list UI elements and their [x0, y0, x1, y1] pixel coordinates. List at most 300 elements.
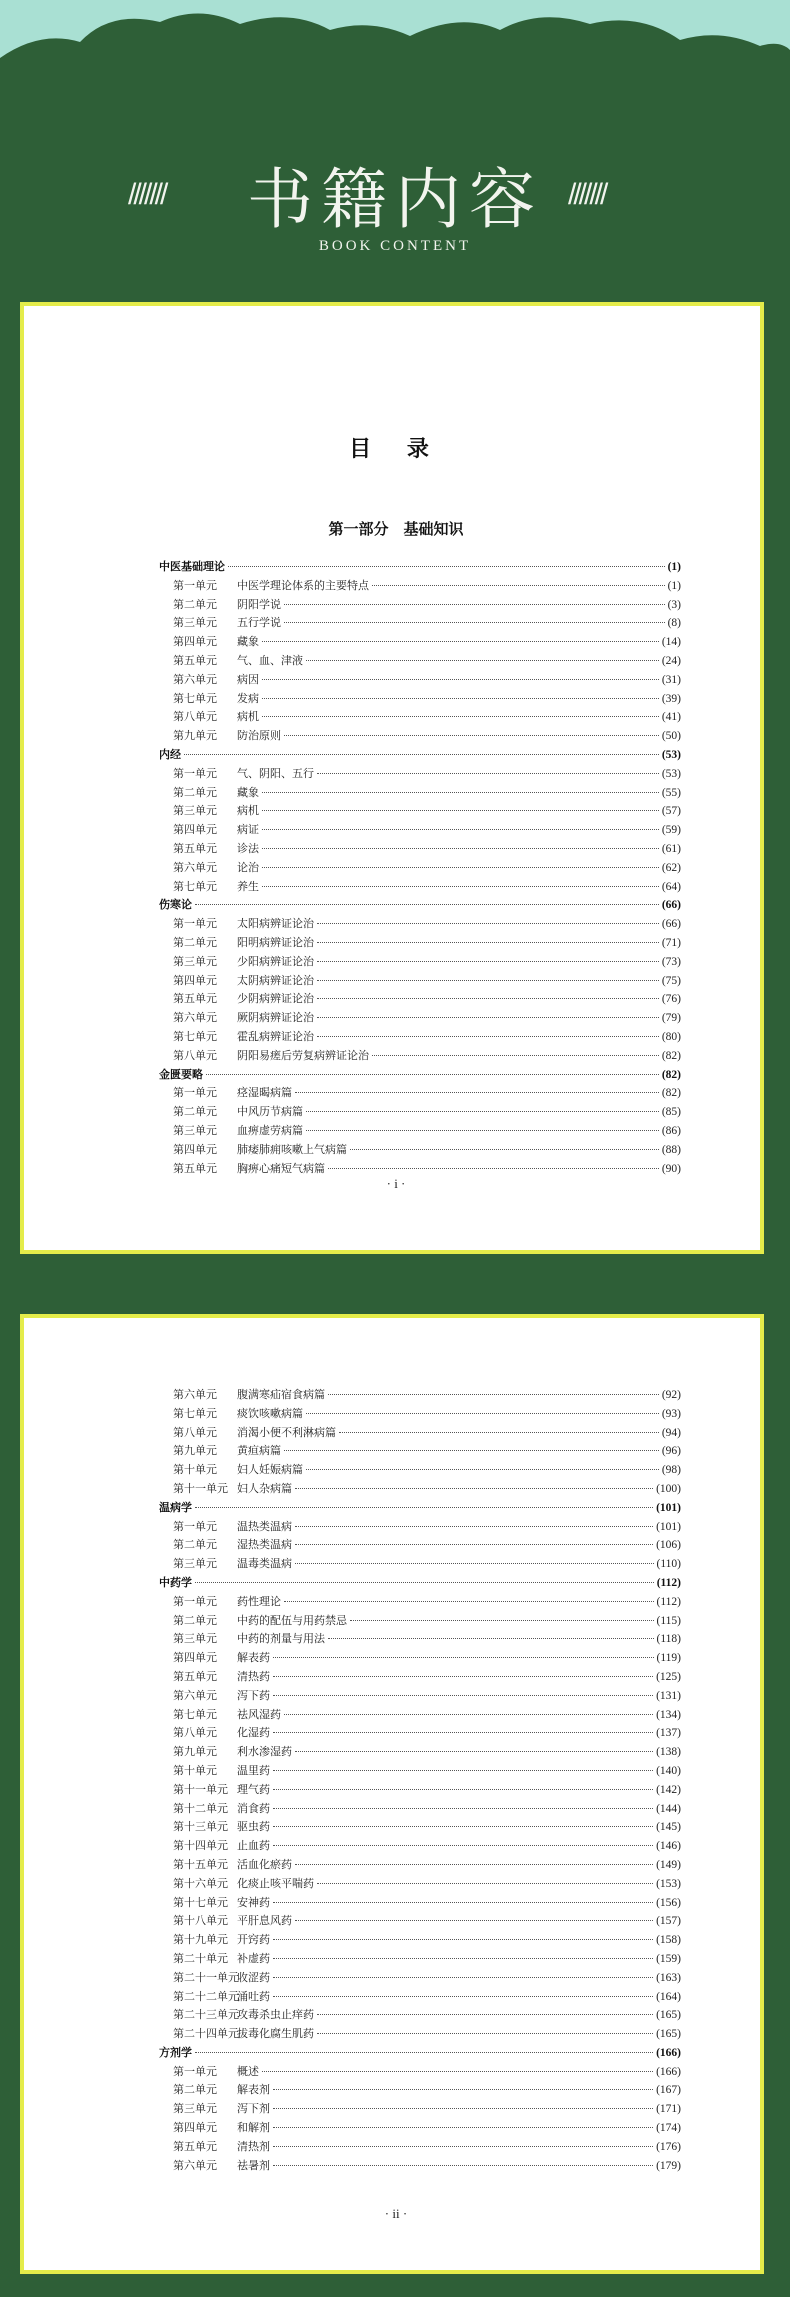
toc-page-ref: (90) — [661, 1162, 681, 1175]
toc-unit-label: 第三单元 — [173, 1557, 217, 1571]
toc-entry-title: 温毒类温病 — [237, 1557, 292, 1571]
toc-entry — [159, 1555, 681, 1574]
toc-unit-label: 第六单元 — [173, 1011, 217, 1025]
toc-page-ref: (137) — [656, 1727, 681, 1740]
toc-page-ref: (41) — [661, 711, 681, 724]
dot-leader — [317, 942, 659, 943]
toc-entry-title: 药性理论 — [237, 1594, 281, 1608]
toc-page-ref: (86) — [661, 1124, 681, 1137]
toc-entry — [159, 1988, 681, 2007]
toc-entry — [159, 784, 681, 803]
toc-unit-label: 第十三单元 — [173, 1820, 228, 1834]
toc-entry — [159, 1818, 681, 1837]
toc-page-ref: (82) — [661, 1068, 681, 1081]
toc-page-ref: (71) — [661, 936, 681, 949]
toc-entry-title: 血痹虚劳病篇 — [237, 1123, 303, 1137]
toc-unit-label: 第八单元 — [173, 1425, 217, 1439]
dot-leader — [317, 980, 659, 981]
toc-entry — [159, 934, 681, 953]
header — [0, 150, 790, 270]
toc-entry — [159, 1781, 681, 1800]
toc-page-ref: (144) — [656, 1802, 681, 1815]
dot-leader — [328, 1638, 654, 1639]
dot-leader — [317, 773, 659, 774]
toc-page-ref: (134) — [656, 1708, 681, 1721]
dot-leader — [262, 679, 659, 680]
toc-unit-label: 第十七单元 — [173, 1895, 228, 1909]
toc-entry — [159, 1856, 681, 1875]
dot-leader — [273, 1695, 653, 1696]
toc-entry — [159, 1122, 681, 1141]
toc-page-ref: (101) — [656, 1501, 681, 1514]
toc-page-ref: (164) — [656, 1990, 681, 2003]
toc-entry — [159, 1593, 681, 1612]
toc-entry — [159, 915, 681, 934]
toc-entry-title: 中医学理论体系的主要特点 — [237, 578, 369, 592]
dot-leader — [273, 1977, 653, 1978]
toc-unit-label: 第二十单元 — [173, 1951, 228, 1965]
toc-unit-label: 第七单元 — [173, 1029, 217, 1043]
toc-unit-label: 第五单元 — [173, 1669, 217, 1683]
toc-page-ref: (101) — [656, 1520, 681, 1533]
toc-page-ref: (93) — [661, 1407, 681, 1420]
dot-leader — [273, 1939, 653, 1940]
toc-unit-label: 第二十一单元 — [173, 1970, 239, 1984]
toc-entry-title: 止血药 — [237, 1839, 270, 1853]
toc-entry — [159, 2100, 681, 2119]
toc-entry — [159, 1875, 681, 1894]
toc-page-ref: (53) — [661, 767, 681, 780]
toc-entry — [159, 1969, 681, 1988]
toc-entry-title: 和解剂 — [237, 2121, 270, 2135]
toc-unit-label: 第七单元 — [173, 1707, 217, 1721]
toc-page-ref: (57) — [661, 805, 681, 818]
toc-entry-title: 腹满寒疝宿食病篇 — [237, 1388, 325, 1401]
toc-unit-label: 第八单元 — [173, 1726, 217, 1740]
toc-entry-title: 发病 — [237, 691, 259, 705]
toc-entry-title: 阴阳易瘥后劳复病辨证论治 — [237, 1048, 369, 1062]
toc-unit-label: 第六单元 — [173, 860, 217, 874]
toc-page-ref: (82) — [661, 1049, 681, 1062]
toc-entry-title: 中药的配伍与用药禁忌 — [237, 1613, 347, 1627]
dot-leader — [328, 1168, 659, 1169]
toc-unit-label: 第四单元 — [173, 1142, 217, 1156]
toc-entry — [159, 1536, 681, 1555]
toc-unit-label: 第四单元 — [173, 2121, 217, 2135]
toc-page-ref: (66) — [661, 918, 681, 931]
toc-entry-title: 化痰止咳平喘药 — [237, 1876, 314, 1890]
toc-page-1 — [20, 302, 764, 1254]
toc-unit-label: 第四单元 — [173, 823, 217, 837]
dot-leader — [284, 1714, 653, 1715]
dot-leader — [228, 566, 665, 567]
toc-title: 目 录 — [349, 436, 443, 462]
dot-leader — [317, 998, 659, 999]
toc-entry — [159, 765, 681, 784]
toc-entry — [159, 1724, 681, 1743]
toc-unit-label: 第六单元 — [173, 1388, 217, 1401]
dot-leader — [273, 2165, 653, 2166]
toc-unit-label: 第三单元 — [173, 1123, 217, 1137]
toc-entry — [159, 1461, 681, 1480]
toc-section-heading — [159, 1574, 681, 1593]
toc-page-ref: (3) — [667, 598, 681, 611]
page-number: · ii · — [384, 2206, 408, 2221]
toc-unit-label: 第七单元 — [173, 1406, 217, 1420]
toc-section-heading — [159, 1066, 681, 1085]
toc-unit-label: 第三单元 — [173, 616, 217, 630]
toc-entry-title: 平肝息风药 — [237, 1914, 292, 1928]
toc-page-ref: (1) — [667, 579, 681, 592]
toc-entry-title: 病证 — [237, 823, 259, 837]
toc-section-heading — [159, 1499, 681, 1518]
toc-unit-label: 第九单元 — [173, 1444, 217, 1458]
toc-unit-label: 第二单元 — [173, 597, 217, 611]
toc-entry-title: 中药的剂量与用法 — [237, 1632, 325, 1646]
toc-page-ref: (100) — [656, 1482, 681, 1495]
toc-unit-label: 第六单元 — [173, 672, 217, 686]
dot-leader — [195, 1582, 654, 1583]
toc-entry-title: 泻下药 — [237, 1688, 270, 1702]
dot-leader — [262, 698, 659, 699]
dot-leader — [295, 1092, 659, 1093]
toc-entry-title: 病机 — [237, 804, 259, 818]
toc-entry-title: 病机 — [237, 710, 259, 724]
toc-entry-title: 中医基础理论 — [159, 560, 225, 573]
toc-entry-title: 金匮要略 — [159, 1067, 203, 1081]
toc-unit-label: 第四单元 — [173, 1651, 217, 1665]
toc-entry-title: 泻下剂 — [237, 2102, 270, 2116]
toc-page-ref: (53) — [661, 748, 681, 761]
decorative-slashes-right: /////// — [568, 178, 606, 211]
dot-leader — [284, 1601, 654, 1602]
toc-entry — [159, 671, 681, 690]
toc-page-ref: (112) — [656, 1595, 681, 1608]
toc-unit-label: 第十六单元 — [173, 1876, 228, 1890]
toc-unit-label: 第五单元 — [173, 841, 217, 855]
toc-entry-title: 痰饮咳嗽病篇 — [237, 1406, 303, 1420]
toc-entry-title: 祛风湿药 — [237, 1707, 281, 1721]
toc-page-ref: (156) — [656, 1896, 681, 1909]
toc-unit-label: 第一单元 — [173, 1086, 217, 1100]
toc-entry — [159, 577, 681, 596]
dot-leader — [273, 1902, 653, 1903]
toc-entry — [159, 859, 681, 878]
toc-entry — [159, 821, 681, 840]
toc-entry — [159, 2119, 681, 2138]
toc-entry-title: 少阳病辨证论治 — [237, 954, 314, 968]
toc-entry-title: 阴阳学说 — [237, 597, 281, 611]
toc-entry-title: 胸痹心痛短气病篇 — [237, 1161, 325, 1175]
toc-entry — [159, 1706, 681, 1725]
toc-page-ref: (55) — [661, 786, 681, 799]
dot-leader — [295, 1526, 653, 1527]
toc-unit-label: 第二单元 — [173, 1538, 217, 1552]
dot-leader — [284, 604, 665, 605]
dot-leader — [206, 1074, 659, 1075]
toc-unit-label: 第二十四单元 — [173, 2027, 239, 2041]
toc-page-ref: (140) — [656, 1764, 681, 1777]
dot-leader — [284, 622, 665, 623]
toc-unit-label: 第二单元 — [173, 1613, 217, 1627]
toc-page-ref: (174) — [656, 2122, 681, 2135]
dot-leader — [273, 1996, 653, 1997]
toc-page-2 — [20, 1314, 764, 2274]
toc-entry — [159, 1687, 681, 1706]
toc-entry — [159, 1931, 681, 1950]
toc-entry — [159, 1950, 681, 1969]
dot-leader — [317, 961, 659, 962]
dot-leader — [328, 1394, 659, 1395]
toc-entry-title: 消渴小便不利淋病篇 — [237, 1425, 336, 1439]
toc-unit-label: 第五单元 — [173, 992, 217, 1006]
toc-unit-label: 第一单元 — [173, 1594, 217, 1608]
part-title: 第一部分 基础知识 — [328, 520, 464, 538]
toc-entry-title: 痉湿暍病篇 — [237, 1086, 292, 1100]
toc-page-ref: (88) — [661, 1143, 681, 1156]
toc-unit-label: 第二单元 — [173, 1105, 217, 1119]
toc-page-ref: (125) — [656, 1670, 681, 1683]
toc-entry — [159, 708, 681, 727]
toc-page-ref: (142) — [656, 1783, 681, 1796]
toc-entry — [159, 878, 681, 897]
dot-leader — [273, 1657, 654, 1658]
dot-leader — [262, 641, 659, 642]
toc-page-ref: (62) — [661, 861, 681, 874]
toc-entry — [159, 1743, 681, 1762]
toc-page-ref: (153) — [656, 1877, 681, 1890]
toc-entry-title: 伤寒论 — [159, 898, 192, 912]
toc-entry — [159, 2157, 681, 2176]
toc-entry-title: 妇人杂病篇 — [237, 1481, 292, 1495]
toc-entry-title: 方剂学 — [159, 2045, 192, 2059]
toc-entry — [159, 802, 681, 821]
dot-leader — [273, 1845, 653, 1846]
toc-unit-label: 第一单元 — [173, 2064, 217, 2078]
toc-entry — [159, 1047, 681, 1066]
toc-entry-title: 利水渗湿药 — [237, 1745, 292, 1759]
toc-entry-title: 厥阴病辨证论治 — [237, 1011, 314, 1025]
toc-unit-label: 第六单元 — [173, 2158, 217, 2172]
toc-entry-title: 清热药 — [237, 1669, 270, 1683]
dot-leader — [273, 1826, 653, 1827]
toc-list — [159, 558, 681, 1178]
dot-leader — [273, 1808, 653, 1809]
toc-entry — [159, 614, 681, 633]
toc-unit-label: 第十一单元 — [173, 1782, 228, 1796]
toc-unit-label: 第十一单元 — [173, 1481, 228, 1495]
toc-entry-title: 湿热类温病 — [237, 1538, 292, 1552]
dot-leader — [317, 2014, 653, 2015]
dot-leader — [273, 1732, 653, 1733]
dot-leader — [306, 1469, 659, 1470]
toc-entry-title: 诊法 — [237, 841, 259, 855]
toc-unit-label: 第十四单元 — [173, 1839, 228, 1853]
toc-entry — [159, 2138, 681, 2157]
toc-page-ref: (146) — [656, 1840, 681, 1853]
toc-unit-label: 第二十二单元 — [173, 1989, 239, 2003]
toc-page-ref: (66) — [661, 899, 681, 912]
dot-leader — [184, 754, 659, 755]
toc-entry — [159, 1028, 681, 1047]
toc-entry-title: 少阴病辨证论治 — [237, 992, 314, 1006]
toc-page-ref: (98) — [661, 1464, 681, 1477]
toc-page-ref: (163) — [656, 1971, 681, 1984]
toc-page-ref: (138) — [656, 1746, 681, 1759]
toc-page-ref: (8) — [667, 617, 681, 630]
toc-entry — [159, 633, 681, 652]
page-subtitle: BOOK CONTENT — [318, 238, 472, 254]
dot-leader — [284, 735, 659, 736]
decorative-slashes-left: /////// — [128, 178, 166, 211]
toc-entry-title: 防治原则 — [237, 729, 281, 743]
toc-entry-title: 温里药 — [237, 1763, 270, 1777]
toc-unit-label: 第二单元 — [173, 785, 217, 799]
toc-page-ref: (24) — [661, 654, 681, 667]
toc-entry — [159, 1103, 681, 1122]
dot-leader — [295, 1563, 654, 1564]
dot-leader — [195, 1507, 653, 1508]
toc-page-ref: (75) — [661, 974, 681, 987]
toc-page-ref: (50) — [661, 730, 681, 743]
toc-unit-label: 第五单元 — [173, 2139, 217, 2153]
dot-leader — [306, 1413, 659, 1414]
dot-leader — [273, 1770, 653, 1771]
toc-page-ref: (110) — [656, 1558, 681, 1571]
toc-page-ref: (166) — [656, 2046, 681, 2059]
dot-leader — [317, 1036, 659, 1037]
toc-page-ref: (76) — [661, 993, 681, 1006]
toc-entry-title: 收涩药 — [237, 1970, 270, 1984]
toc-entry — [159, 1649, 681, 1668]
toc-unit-label: 第十九单元 — [173, 1933, 228, 1947]
toc-entry-title: 病因 — [237, 672, 259, 686]
toc-page-ref: (73) — [661, 955, 681, 968]
dot-leader — [273, 2108, 653, 2109]
toc-unit-label: 第二单元 — [173, 935, 217, 949]
toc-entry-title: 概述 — [237, 2064, 259, 2078]
toc-entry — [159, 596, 681, 615]
dot-leader — [306, 660, 659, 661]
toc-page-ref: (149) — [656, 1858, 681, 1871]
toc-entry-title: 理气药 — [237, 1782, 270, 1796]
toc-entry — [159, 727, 681, 746]
toc-entry-title: 阳明病辨证论治 — [237, 935, 314, 949]
toc-entry-title: 驱虫药 — [237, 1820, 270, 1834]
toc-page-ref: (61) — [661, 842, 681, 855]
toc-entry — [159, 2063, 681, 2082]
toc-unit-label: 第十单元 — [173, 1763, 217, 1777]
toc-page-ref: (157) — [656, 1915, 681, 1928]
toc-entry-title: 解表剂 — [237, 2083, 270, 2097]
toc-entry-title: 补虚药 — [237, 1951, 270, 1965]
dot-leader — [262, 886, 659, 887]
toc-page-ref: (31) — [661, 673, 681, 686]
dot-leader — [317, 1017, 659, 1018]
toc-entry — [159, 953, 681, 972]
toc-page-ref: (171) — [656, 2103, 681, 2116]
dot-leader — [262, 716, 659, 717]
toc-entry-title: 化湿药 — [237, 1726, 270, 1740]
dot-leader — [284, 1450, 659, 1451]
toc-page-ref: (166) — [656, 2065, 681, 2078]
toc-entry — [159, 1668, 681, 1687]
dot-leader — [295, 1488, 653, 1489]
toc-entry-title: 肺痿肺痈咳嗽上气病篇 — [237, 1142, 347, 1156]
toc-page-ref: (165) — [656, 2028, 681, 2041]
dot-leader — [317, 2033, 653, 2034]
page-number: · i · — [386, 1176, 406, 1191]
toc-page-ref: (118) — [656, 1633, 681, 1646]
toc-entry — [159, 1386, 681, 1405]
toc-unit-label: 第九单元 — [173, 1745, 217, 1759]
toc-page-ref: (158) — [656, 1934, 681, 1947]
dot-leader — [273, 2127, 653, 2128]
toc-page-ref: (165) — [656, 2009, 681, 2022]
toc-unit-label: 第十五单元 — [173, 1857, 228, 1871]
toc-entry-title: 霍乱病辨证论治 — [237, 1029, 314, 1043]
dot-leader — [195, 904, 659, 905]
toc-entry-title: 内经 — [159, 747, 181, 761]
dot-leader — [262, 2071, 653, 2072]
toc-entry-title: 温热类温病 — [237, 1519, 292, 1533]
toc-entry — [159, 1912, 681, 1931]
dot-leader — [262, 810, 659, 811]
dot-leader — [295, 1751, 653, 1752]
toc-page-ref: (115) — [656, 1614, 681, 1627]
toc-entry — [159, 1518, 681, 1537]
dot-leader — [339, 1432, 659, 1433]
toc-entry — [159, 972, 681, 991]
toc-entry-title: 妇人妊娠病篇 — [237, 1463, 303, 1477]
toc-unit-label: 第三单元 — [173, 804, 217, 818]
toc-unit-label: 第七单元 — [173, 879, 217, 893]
toc-entry-title: 太阳病辨证论治 — [237, 917, 314, 931]
toc-entry — [159, 652, 681, 671]
toc-entry — [159, 1837, 681, 1856]
toc-entry-title: 太阴病辨证论治 — [237, 973, 314, 987]
toc-page-ref: (1) — [667, 561, 681, 573]
toc-page-ref: (106) — [656, 1539, 681, 1552]
toc-entry — [159, 1442, 681, 1461]
toc-page-ref: (145) — [656, 1821, 681, 1834]
toc-unit-label: 第八单元 — [173, 710, 217, 724]
toc-entry-title: 涌吐药 — [237, 1989, 270, 2003]
toc-entry-title: 安神药 — [237, 1895, 270, 1909]
toc-unit-label: 第一单元 — [173, 1519, 217, 1533]
toc-page-ref: (159) — [656, 1952, 681, 1965]
toc-unit-label: 第三单元 — [173, 2102, 217, 2116]
toc-entry — [159, 1424, 681, 1443]
toc-entry-title: 气、血、津液 — [237, 653, 303, 667]
toc-entry — [159, 1084, 681, 1103]
toc-entry-title: 活血化瘀药 — [237, 1857, 292, 1871]
toc-entry-title: 气、阴阳、五行 — [237, 766, 314, 780]
toc-page-ref: (80) — [661, 1030, 681, 1043]
toc-page-ref: (82) — [661, 1087, 681, 1100]
toc-unit-label: 第五单元 — [173, 1161, 217, 1175]
dot-leader — [317, 923, 659, 924]
toc-entry-title: 黄疸病篇 — [237, 1444, 281, 1458]
toc-section-heading — [159, 746, 681, 765]
toc-entry-title: 开窍药 — [237, 1933, 270, 1947]
dot-leader — [372, 1055, 659, 1056]
toc-entry-title: 消食药 — [237, 1801, 270, 1815]
toc-entry — [159, 1405, 681, 1424]
toc-page-ref: (39) — [661, 692, 681, 705]
toc-page-ref: (119) — [656, 1652, 681, 1665]
dot-leader — [350, 1620, 654, 1621]
